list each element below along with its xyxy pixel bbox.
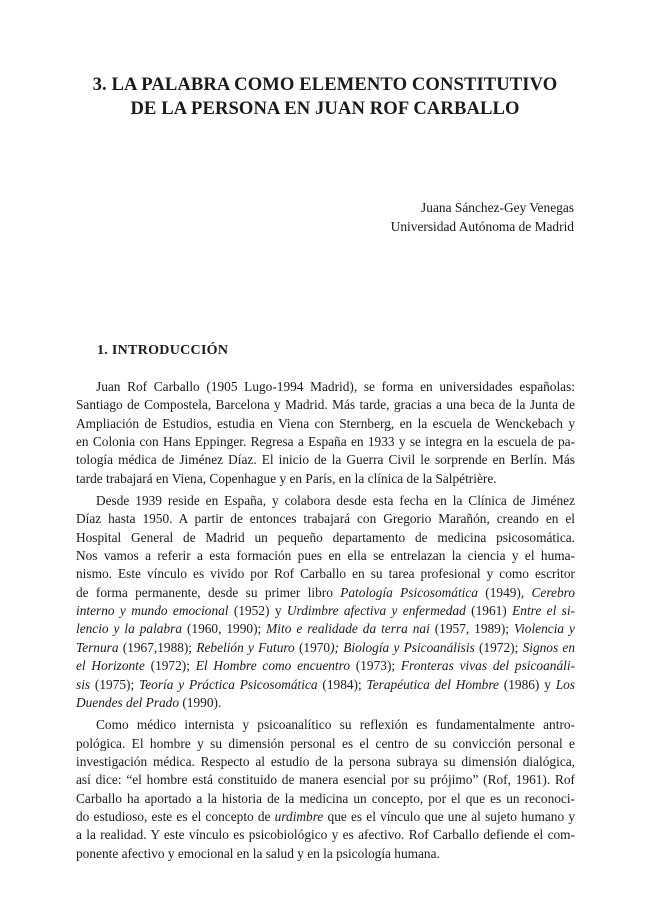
text-run: (1972); bbox=[474, 639, 523, 655]
text-run: Hospital General de Madrid un pequeño departamento de medicina psicosomática. bbox=[76, 529, 575, 545]
text-run: (1972); bbox=[144, 658, 196, 674]
text-line bbox=[76, 378, 575, 396]
paragraph bbox=[76, 492, 575, 712]
text-line bbox=[76, 396, 575, 414]
text-run: (1949), bbox=[477, 584, 532, 600]
text-run: que es el vínculo que une al sujeto humano y bbox=[323, 808, 575, 824]
text-line bbox=[76, 694, 575, 712]
italic-title: Duendes del Prado bbox=[76, 694, 180, 710]
text-run: así dice: “el hombre está constituido de manera esencial por su prójimo” (Rof, 1961). Rof bbox=[76, 772, 575, 788]
italic-title: Entre el si- bbox=[512, 603, 575, 619]
text-line bbox=[76, 433, 575, 451]
paragraph bbox=[76, 716, 575, 863]
italic-title: Rebelión y Futuro bbox=[196, 639, 295, 655]
italic-title: urdimbre bbox=[274, 808, 324, 824]
text-run: (1973); bbox=[350, 658, 401, 674]
text-run: (1961) bbox=[465, 603, 513, 619]
text-line bbox=[76, 620, 575, 638]
text-run: (1957, 1989); bbox=[429, 621, 514, 637]
italic-title: El Hombre como encuentro bbox=[195, 658, 350, 674]
italic-title: lencio y la palabra bbox=[76, 621, 183, 637]
text-line bbox=[76, 547, 575, 565]
chapter-title-line-1: 3. LA PALABRA COMO ELEMENTO CONSTITUTIVO bbox=[92, 74, 558, 95]
italic-title: Patología Psicosomática bbox=[340, 584, 478, 600]
text-run: (1990). bbox=[179, 694, 222, 710]
italic-title: Fronteras vivas del psicoanáli- bbox=[400, 658, 575, 674]
italic-title: Cerebro bbox=[531, 584, 575, 600]
text-run: investigación médica. Respecto al estudio de la persona subraya su dimensión dialógica, bbox=[76, 753, 575, 769]
text-run: nismo. Este vínculo es vivido por Rof Carballo en su tarea profesional y como escritor bbox=[76, 566, 575, 582]
text-run: Ampliación de Estudios, estudia en Viena con Sternberg, en la escuela de Wenckebach y bbox=[76, 415, 575, 431]
section-heading: 1. INTRODUCCIÓN bbox=[97, 343, 229, 358]
italic-title: Ternura bbox=[76, 639, 119, 655]
italic-title: Urdimbre afectiva y enfermedad bbox=[286, 603, 466, 619]
italic-title: Los bbox=[555, 676, 575, 692]
text-line bbox=[76, 470, 575, 488]
italic-title: ); Biología y Psicoanálisis bbox=[330, 639, 475, 655]
text-run: (1960, 1990); bbox=[182, 621, 267, 637]
text-line bbox=[76, 602, 575, 620]
text-line bbox=[76, 492, 575, 510]
text-run: de forma permanente, desde su primer libro bbox=[76, 584, 341, 600]
text-line bbox=[76, 510, 575, 528]
text-line bbox=[76, 771, 575, 789]
text-line bbox=[76, 565, 575, 583]
text-run: (1975); bbox=[90, 676, 140, 692]
italic-title: interno y mundo emocional bbox=[76, 603, 229, 619]
text-run: a la realidad. Y este vínculo es psicobiológico y es afectivo. Rof Carballo defiende el com- bbox=[76, 827, 575, 843]
text-run: Desde 1939 reside en España, y colabora desde esta fecha en la Clínica de Jiménez bbox=[96, 493, 575, 509]
chapter-title bbox=[60, 73, 590, 121]
text-line bbox=[76, 753, 575, 771]
text-line bbox=[76, 826, 575, 844]
text-run: tología médica de Jiménez Díaz. El inicio de la Guerra Civil le sorprende en Berlín. Más bbox=[76, 452, 575, 468]
text-run: en Colonia con Hans Eppinger. Regresa a España en 1933 y se integra en la escuela de pa- bbox=[76, 434, 575, 450]
text-line bbox=[76, 845, 575, 863]
text-line bbox=[76, 451, 575, 469]
text-run: pológica. El hombre y su dimensión personal es el centro de su convicción personal e bbox=[76, 735, 575, 751]
paragraph bbox=[76, 378, 575, 488]
text-run: (1952) y bbox=[228, 603, 287, 619]
text-run: do estudioso, este es el concepto de bbox=[76, 808, 275, 824]
text-run: Nos vamos a referir a esta formación pues en ella se entrelazan la ciencia y el huma- bbox=[76, 548, 575, 564]
italic-title: Teoría y Práctica Psicosomática bbox=[139, 676, 318, 692]
text-line bbox=[76, 790, 575, 808]
text-run: Díaz hasta 1950. A partir de entonces trabajará con Gregorio Marañón, creando en el bbox=[76, 511, 575, 527]
text-run: (1970 bbox=[294, 639, 331, 655]
author-affiliation: Universidad Autónoma de Madrid bbox=[390, 219, 574, 234]
italic-title: Violencia y bbox=[513, 621, 575, 637]
body-text bbox=[76, 378, 575, 863]
text-line bbox=[76, 735, 575, 753]
author-name: Juana Sánchez-Gey Venegas bbox=[421, 200, 574, 215]
text-run: ponente afectivo y emocional en la salud y en la psicología humana. bbox=[76, 845, 440, 861]
author-block bbox=[391, 198, 574, 236]
text-line bbox=[76, 529, 575, 547]
text-run: Como médico internista y psicoanalítico su reflexión es fundamentalmente antro- bbox=[96, 717, 575, 733]
text-line bbox=[76, 716, 575, 734]
text-line bbox=[76, 657, 575, 675]
text-run: Santiago de Compostela, Barcelona y Madrid. Más tarde, gracias a una beca de la Junta de bbox=[76, 397, 575, 413]
italic-title: Mito e realidade da terra nai bbox=[266, 621, 430, 637]
text-line bbox=[76, 415, 575, 433]
text-run: Juan Rof Carballo (1905 Lugo-1994 Madrid), se forma en universidades españolas: bbox=[96, 379, 575, 394]
italic-title: sis bbox=[76, 676, 91, 692]
text-line bbox=[76, 584, 575, 602]
text-run: Carballo ha aportado a la historia de la medicina un concepto, por el que es un reconoci- bbox=[76, 790, 575, 806]
text-line bbox=[76, 808, 575, 826]
chapter-title-line-2: DE LA PERSONA EN JUAN ROF CARBALLO bbox=[130, 98, 520, 119]
text-run: (1986) y bbox=[498, 676, 556, 692]
italic-title: Terapéutica del Hombre bbox=[366, 676, 499, 692]
italic-title: Signos en bbox=[522, 639, 575, 655]
text-line bbox=[76, 676, 575, 694]
italic-title: el Horizonte bbox=[76, 658, 145, 674]
text-run: (1984); bbox=[317, 676, 367, 692]
text-run: tarde trabajará en Viena, Copenhague y en París, en la clínica de la Salpétrière. bbox=[76, 470, 497, 486]
text-line bbox=[76, 639, 575, 657]
text-run: (1967,1988); bbox=[118, 639, 197, 655]
